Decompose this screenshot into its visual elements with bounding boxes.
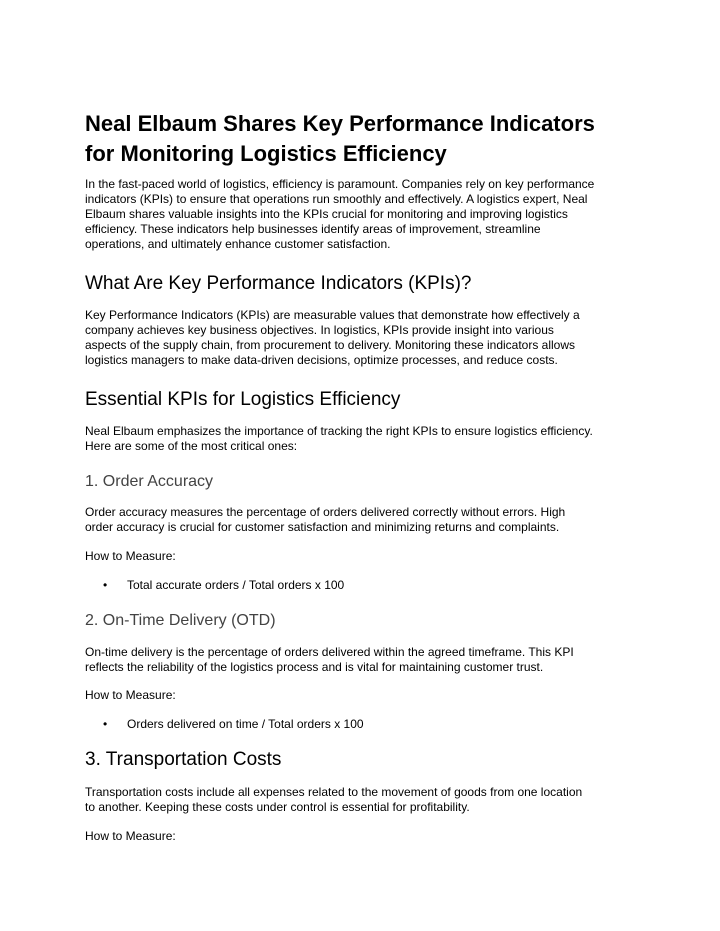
bullet-icon: • (103, 578, 108, 592)
paragraph-line: Neal Elbaum emphasizes the importance of tracking the right KPIs to ensure logistics efficiency. (85, 424, 593, 438)
what-are-kpis-paragraph (85, 308, 580, 368)
bullet-list-item (85, 717, 485, 733)
paragraph-line: Here are some of the most critical ones: (85, 439, 298, 453)
bullet-list-item (85, 578, 485, 594)
kpi-transportation-costs-paragraph (85, 785, 582, 815)
essential-kpis-heading: Essential KPIs for Logistics Efficiency (85, 389, 401, 410)
how-to-measure-label: How to Measure: (85, 829, 176, 843)
paragraph-line: Order accuracy measures the percentage of orders delivered correctly without errors. High (85, 505, 566, 519)
what-are-kpis-heading: What Are Key Performance Indicators (KPIs)? (85, 273, 472, 294)
paragraph-line: Transportation costs include all expenses related to the movement of goods from one location (85, 785, 583, 799)
kpi-order-accuracy-paragraph (85, 505, 565, 535)
intro-line: operations, and ultimately enhance customer satisfaction. (85, 237, 391, 251)
paragraph-line: order accuracy is crucial for customer satisfaction and minimizing returns and complaints. (85, 520, 560, 534)
intro-paragraph (85, 177, 594, 252)
kpi-transportation-costs-heading: 3. Transportation Costs (85, 749, 282, 770)
how-to-measure-label: How to Measure: (85, 549, 176, 563)
kpi-on-time-delivery-paragraph (85, 645, 574, 675)
kpi-order-accuracy-heading: 1. Order Accuracy (85, 473, 214, 490)
paragraph-line: reflects the reliability of the logistics process and is vital for maintaining customer trust. (85, 660, 544, 674)
on-time-delivery-formula: Orders delivered on time / Total orders x 100 (127, 717, 364, 731)
paragraph-line: to another. Keeping these costs under control is essential for profitability. (85, 800, 470, 814)
intro-line: Elbaum shares valuable insights into the KPIs crucial for monitoring and improving logistics (85, 207, 568, 221)
essential-kpis-paragraph (85, 424, 593, 454)
order-accuracy-formula: Total accurate orders / Total orders x 100 (127, 578, 345, 592)
kpi-on-time-delivery-heading: 2. On-Time Delivery (OTD) (85, 612, 276, 629)
bullet-icon: • (103, 717, 108, 731)
intro-line: indicators (KPIs) to ensure that operations run smoothly and effectively. A logistics expert, Neal (85, 192, 588, 206)
paragraph-line: On-time delivery is the percentage of orders delivered within the agreed timeframe. This KPI (85, 645, 574, 659)
intro-line: efficiency. These indicators help businesses identify areas of improvement, streamline (85, 222, 541, 236)
title-line-1: Neal Elbaum Shares Key Performance Indicators (85, 111, 595, 136)
how-to-measure-label: How to Measure: (85, 688, 176, 702)
paragraph-line: Key Performance Indicators (KPIs) are measurable values that demonstrate how effectively a (85, 308, 580, 322)
paragraph-line: aspects of the supply chain, from procurement to delivery. Monitoring these indicators allows (85, 338, 576, 352)
title-line-2: for Monitoring Logistics Efficiency (85, 141, 447, 166)
page-title (85, 109, 595, 169)
paragraph-line: company achieves key business objectives. In logistics, KPIs provide insight into various (85, 323, 554, 337)
intro-line: In the fast-paced world of logistics, efficiency is paramount. Companies rely on key performance (85, 177, 595, 191)
paragraph-line: logistics managers to make data-driven decisions, optimize processes, and reduce costs. (85, 353, 558, 367)
